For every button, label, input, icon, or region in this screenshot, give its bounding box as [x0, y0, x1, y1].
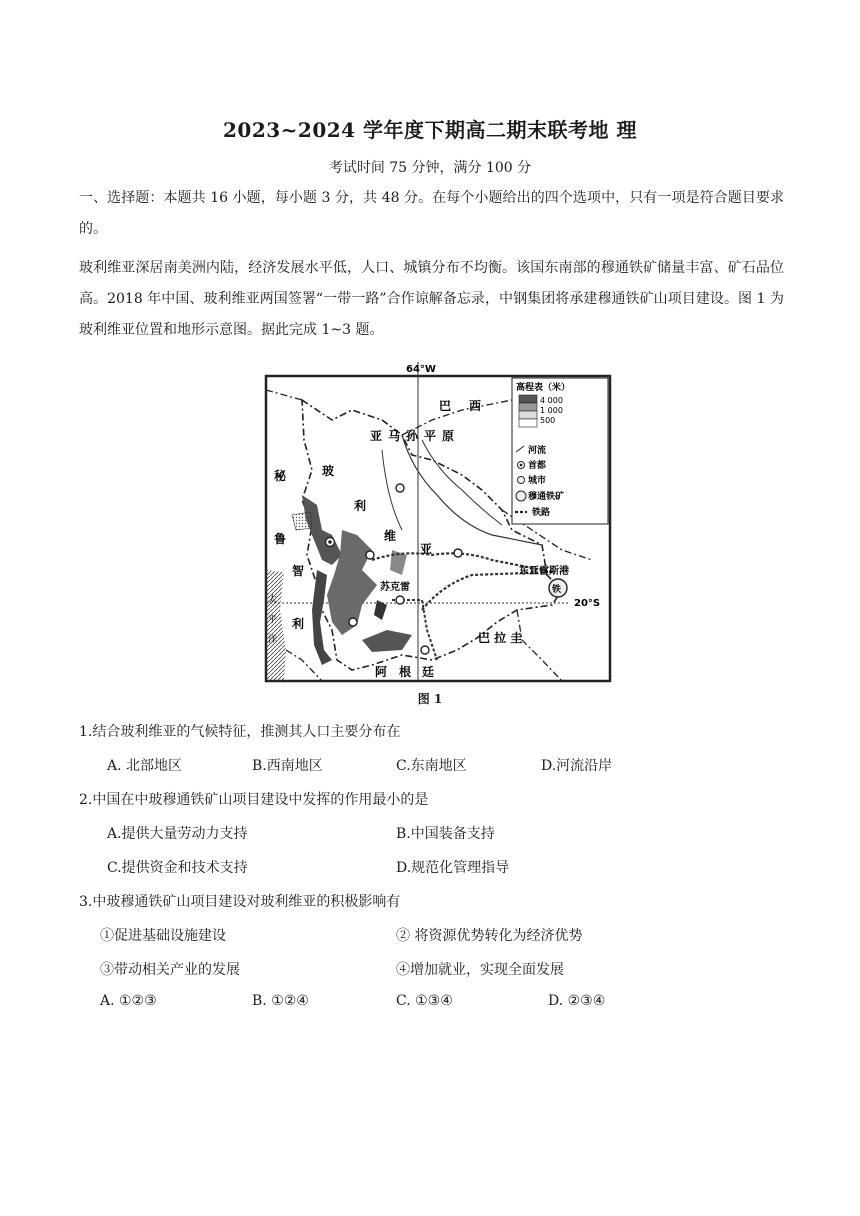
legend-swatch-4000 [519, 395, 537, 403]
legend-title: 高程表（米） [516, 383, 571, 393]
lake-titicaca [292, 512, 312, 530]
figure-caption: 图 1 [417, 692, 443, 706]
label-peru-2: 鲁 [274, 532, 287, 546]
capital-marker-dot [328, 540, 332, 544]
q2-option-a[interactable]: A.提供大量劳动力支持 [107, 826, 248, 842]
legend-swatch-1000 [519, 403, 537, 411]
legend-capital: 首都 [528, 461, 547, 471]
city-marker-3 [454, 549, 462, 557]
legend-capital-symbol-dot [520, 464, 523, 467]
city-marker-5 [349, 618, 357, 626]
label-pacific-3: 洋 [268, 635, 278, 645]
bolivia-map-figure [262, 360, 614, 708]
label-amazon-2: 马 [388, 429, 401, 443]
legend-mine-symbol [516, 491, 526, 501]
legend-elev-500: 500 [540, 416, 556, 425]
legend-railway: 铁路 [532, 508, 551, 518]
label-bolivia-3: 维 [384, 529, 397, 543]
q2-option-b[interactable]: B.中国装备支持 [396, 826, 495, 842]
label-amazon-1: 亚 [370, 429, 383, 443]
label-peru-1: 秘 [274, 469, 287, 483]
label-bolivia-1: 玻 [322, 464, 335, 478]
q3-option-b[interactable]: B. ①②④ [252, 993, 309, 1009]
label-brazil-1: 巴 [439, 399, 452, 413]
legend-river: 河流 [528, 446, 547, 456]
legend-city: 城市 [528, 476, 547, 486]
q1-option-b[interactable]: B.西南地区 [252, 758, 323, 774]
label-argentina-3: 廷 [422, 665, 435, 679]
q3-statement-2: ② 将资源优势转化为经济优势 [396, 928, 583, 944]
label-argentina-2: 根 [399, 665, 412, 679]
page-title: 2023~2024 学年度下期高二期末联考地 理 [222, 118, 637, 142]
reading-passage: 玻利维亚深居南美洲内陆，经济发展水平低，人口、城镇分布不均衡。该国东南部的穆通铁矿储量丰富、矿石品位高。2018 年中国、玻利维亚两国签署“一带一路”合作谅解备忘录，中钢集团将承建穆通铁矿山项目建设。图 1 为玻利维亚位置和地形示意图。据此完成 1~3 题。 [79, 260, 784, 338]
legend-mine: 穆通铁矿 [528, 492, 565, 502]
label-chile-2: 利 [292, 617, 305, 631]
legend-swatch-500 [519, 411, 537, 419]
question-2-stem: 2.中国在中玻穆通铁矿山项目建设中发挥的作用最小的是 [79, 792, 429, 808]
city-marker-1 [396, 484, 404, 492]
section-instructions: 一、选择题：本题共 16 小题，每小题 3 分，共 48 分。在每个小题给出的四个选项中，只有一项是符合题目要求的。 [79, 190, 784, 237]
q3-option-a[interactable]: A. ①②③ [100, 993, 157, 1009]
q3-statement-1: ①促进基础设施建设 [100, 928, 226, 944]
q1-option-d[interactable]: D.河流沿岸 [541, 758, 613, 774]
label-amazon-3: 孙 [406, 429, 419, 443]
legend-swatch-low [519, 419, 537, 427]
label-amazon-5: 原 [442, 429, 455, 443]
label-chile-1: 智 [292, 564, 305, 578]
city-marker-2 [366, 551, 374, 559]
label-brazil-2: 西 [469, 399, 482, 413]
label-argentina-1: 阿 [375, 665, 388, 679]
q1-option-a[interactable]: A. 北部地区 [107, 758, 183, 774]
map-legend [512, 378, 608, 524]
label-amazon-4: 平 [424, 429, 437, 443]
q3-option-c[interactable]: C. ①③④ [396, 993, 453, 1009]
q2-option-c[interactable]: C.提供资金和技术支持 [107, 860, 248, 876]
legend-elev-4000: 4 000 [540, 396, 563, 405]
label-bolivia-4: 亚 [420, 542, 433, 556]
q3-statement-3: ③带动相关产业的发展 [100, 962, 240, 978]
question-1-stem: 1.结合玻利维亚的气候特征，推测其人口主要分布在 [79, 724, 401, 740]
q2-option-d[interactable]: D.规范化管理指导 [396, 860, 510, 876]
legend-elev-1000: 1 000 [540, 406, 563, 415]
city-marker-4 [396, 596, 404, 604]
latitude-label: 20°S [574, 598, 601, 609]
city-marker-6 [421, 646, 429, 654]
exam-info: 考试时间 75 分钟，满分 100 分 [328, 160, 532, 176]
q3-statement-4: ④增加就业，实现全面发展 [396, 962, 564, 978]
label-bolivia-2: 利 [354, 499, 367, 513]
label-sucre: 苏克雷 [380, 582, 410, 593]
longitude-label: 64°W [406, 364, 436, 375]
question-3-stem: 3.中玻穆通铁矿山项目建设对玻利维亚的积极影响有 [79, 894, 401, 910]
mine-symbol: 铁 [552, 585, 562, 595]
label-paraguay: 巴 拉 圭 [478, 631, 523, 645]
label-port: 东亚雷斯港 [519, 566, 569, 577]
label-pacific-1: 太 [268, 595, 278, 605]
label-pacific-2: 平 [268, 615, 278, 625]
legend-city-symbol [518, 477, 525, 484]
q3-option-d[interactable]: D. ②③④ [548, 993, 606, 1009]
q1-option-c[interactable]: C.东南地区 [396, 758, 467, 774]
